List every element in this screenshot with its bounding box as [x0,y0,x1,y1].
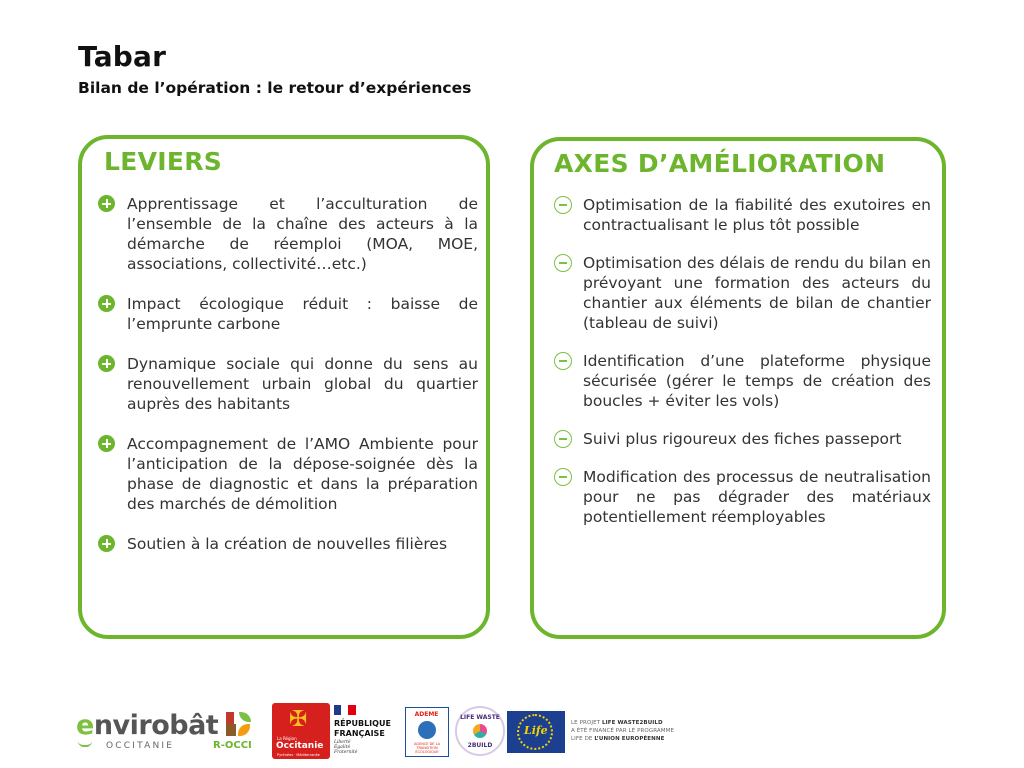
r-occi-label: R-OCCI [213,740,252,751]
envirobat-e: e [76,710,94,741]
axes-item [554,429,931,449]
funding-line1a: LE PROJET [571,720,602,726]
page-subtitle: Bilan de l’opération : le retour d’expériences [78,79,472,97]
axes-item-text: Optimisation de la fiabilité des exutoires en contractualisant le plus tôt possible [583,196,931,234]
region-occitanie-logo [272,703,330,759]
envirobat-rest: nvirobât [93,710,219,741]
lw2b-top: LIFE WASTE [460,714,500,721]
leviers-item-text: Dynamique sociale qui donne du sens au renouvellement urbain global du quartier auprès des habitants [127,355,478,413]
minus-circle-icon [554,430,572,448]
axes-item [554,351,931,411]
partner-logos [0,700,1024,762]
rf-motto-2: Égalité [334,745,351,750]
envirobat-region: OCCITANIE [106,741,175,751]
plus-circle-icon [98,195,115,212]
minus-circle-icon [554,196,572,214]
leviers-heading: LEVIERS [104,147,223,176]
envirobat-wordmark [76,710,218,741]
leviers-card [78,135,490,639]
envirobat-logo [76,710,219,756]
ademe-name: ADEME [414,711,439,718]
minus-circle-icon [554,468,572,486]
plus-circle-icon [98,295,115,312]
leviers-item-text: Impact écologique réduit : baisse de l’emprunte carbone [127,295,478,333]
funding-line3a: LIFE DE [571,736,595,742]
axes-item-text: Modification des processus de neutralisation pour ne pas dégrader des matériaux potentiellement réemployables [583,468,931,526]
page-title: Tabar [78,40,167,73]
french-flag-icon [334,705,356,715]
rf-motto-3: Fraternité [334,750,358,755]
axes-item-text: Optimisation des délais de rendu du bilan en prévoyant une formation des acteurs du chantier aux éléments de bilan de chantier (tableau de suivi) [583,254,931,332]
funding-line2: A ÉTÉ FINANCÉ PAR LE PROGRAMME [571,728,675,734]
leviers-item [98,194,478,274]
leviers-item [98,354,478,414]
minus-circle-icon [554,254,572,272]
plus-circle-icon [98,355,115,372]
lw2b-swirl-icon [473,724,487,738]
leviers-item [98,534,478,554]
leviers-item-text: Accompagnement de l’AMO Ambiente pour l’anticipation de la dépose-soignée dès la phase de diagnostic et dans la préparation des marchés de démolition [127,435,478,513]
republique-francaise-logo [334,705,398,757]
rf-line2: FRANÇAISE [334,729,385,738]
rf-motto-1: Liberté [334,740,351,745]
leviers-item-text: Soutien à la création de nouvelles filières [127,535,448,553]
funding-statement [571,719,674,743]
eu-life-label: Life [524,724,548,737]
leviers-item [98,434,478,514]
axes-item-text: Identification d’une plateforme physique sécurisée (gérer le temps de création des boucles + éviter les vols) [583,352,931,410]
smile-icon [78,741,92,747]
axes-item [554,253,931,333]
occitan-cross-icon: ✠ [289,707,308,732]
minus-circle-icon [554,352,572,370]
leviers-item-text: Apprentissage et l’acculturation de l’ensemble de la chaîne des acteurs à la démarche de réemploi (MOA, MOE, associations, collectivité…etc.) [127,195,478,273]
life-waste2build-logo [455,706,505,756]
r-occi-mark-icon [226,712,254,736]
leviers-list [98,194,478,574]
eu-life-logo [507,711,565,753]
occitanie-name: Occitanie [276,741,324,751]
plus-circle-icon [98,535,115,552]
ademe-sub: AGENCE DE LA TRANSITION ÉCOLOGIQUE [413,742,441,754]
rf-motto [334,740,357,755]
funding-line3b: L’UNION EUROPÉENNE [594,736,665,742]
axes-item [554,467,931,527]
axes-amelioration-card [530,137,946,639]
globe-icon [418,721,436,739]
axes-item [554,195,931,235]
occitanie-small: La Région [277,736,297,741]
r-occi-logo [212,708,268,754]
leviers-item [98,294,478,334]
axes-item-text: Suivi plus rigoureux des fiches passeport [583,430,902,448]
axes-heading: AXES D’AMÉLIORATION [554,149,886,178]
funding-line1b: LIFE WASTE2BUILD [601,720,663,726]
occitanie-sub: Pyrénées · Méditerranée [277,753,320,757]
rf-line1: RÉPUBLIQUE [334,719,391,728]
axes-list [554,195,931,545]
ademe-logo [405,707,449,757]
lw2b-bottom: 2BUILD [467,742,493,749]
plus-circle-icon [98,435,115,452]
